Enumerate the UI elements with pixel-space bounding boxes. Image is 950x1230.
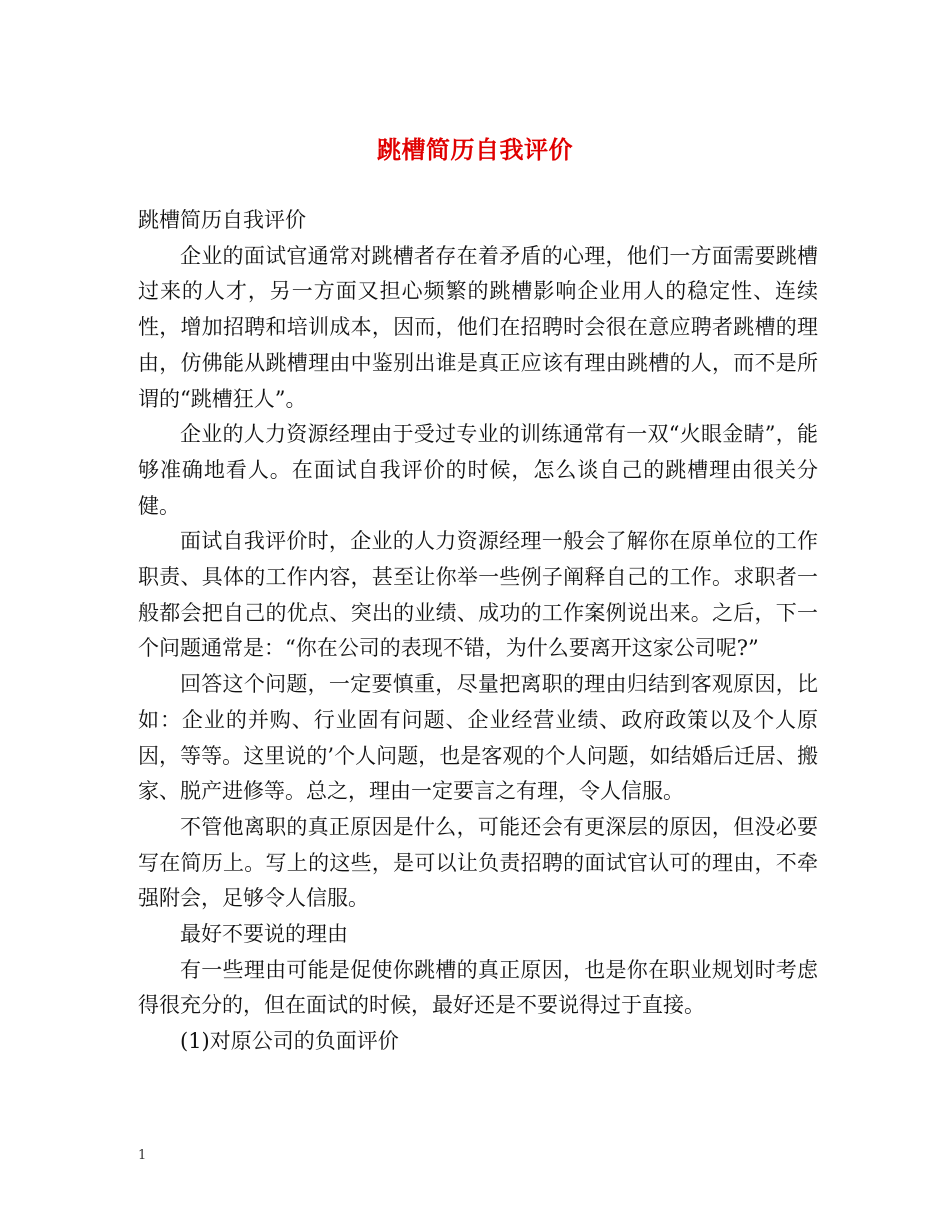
paragraph: 回答这个问题，一定要慎重，尽量把离职的理由归结到客观原因，比如：企业的并购、行业固有问题、企业经营业绩、政府政策以及个人原因，等等。这里说的’个人问题，也是客观的个人问题，如结婚后迁居、搬家、脱产进修等。总之，理由一定要言之有理，令人信服。 bbox=[138, 672, 818, 804]
paragraph: 企业的面试官通常对跳槽者存在着矛盾的心理，他们一方面需要跳槽过来的人才，另一方面又担心频繁的跳槽影响企业用人的稳定性、连续性，增加招聘和培训成本，因而，他们在招聘时会很在意应聘者跳槽的理由，仿佛能从跳槽理由中鉴别出谁是真正应该有理由跳槽的人，而不是所谓的“跳槽狂人”。 bbox=[138, 243, 818, 411]
section-heading: 最好不要说的理由 bbox=[180, 922, 348, 947]
paragraph: 面试自我评价时，企业的人力资源经理一般会了解你在原单位的工作职责、具体的工作内容，甚至让你举一些例子阐释自己的工作。求职者一般都会把自己的优点、突出的业绩、成功的工作案例说出来。之后，下一个问题通常是：“你在公司的表现不错，为什么要离开这家公司呢?” bbox=[138, 529, 818, 661]
list-item-heading: (1)对原公司的负面评价 bbox=[180, 1029, 399, 1054]
document-body bbox=[138, 203, 818, 1060]
paragraph: 企业的人力资源经理由于受过专业的训练通常有一双“火眼金睛”，能够准确地看人。在面试自我评价的时候，怎么谈自己的跳槽理由很关分健。 bbox=[138, 422, 818, 518]
paragraph: 不管他离职的真正原因是什么，可能还会有更深层的原因，但没必要写在简历上。写上的这些，是可以让负责招聘的面试官认可的理由，不牵强附会，足够令人信服。 bbox=[138, 814, 818, 911]
document-title: 跳槽简历自我评价 bbox=[377, 135, 573, 164]
page-number: 1 bbox=[138, 1148, 147, 1163]
paragraph: 有一些理由可能是促使你跳槽的真正原因，也是你在职业规划时考虑得很充分的，但在面试的时候，最好还是不要说得过于直接。 bbox=[138, 957, 818, 1018]
document-subtitle: 跳槽简历自我评价 bbox=[138, 208, 306, 232]
